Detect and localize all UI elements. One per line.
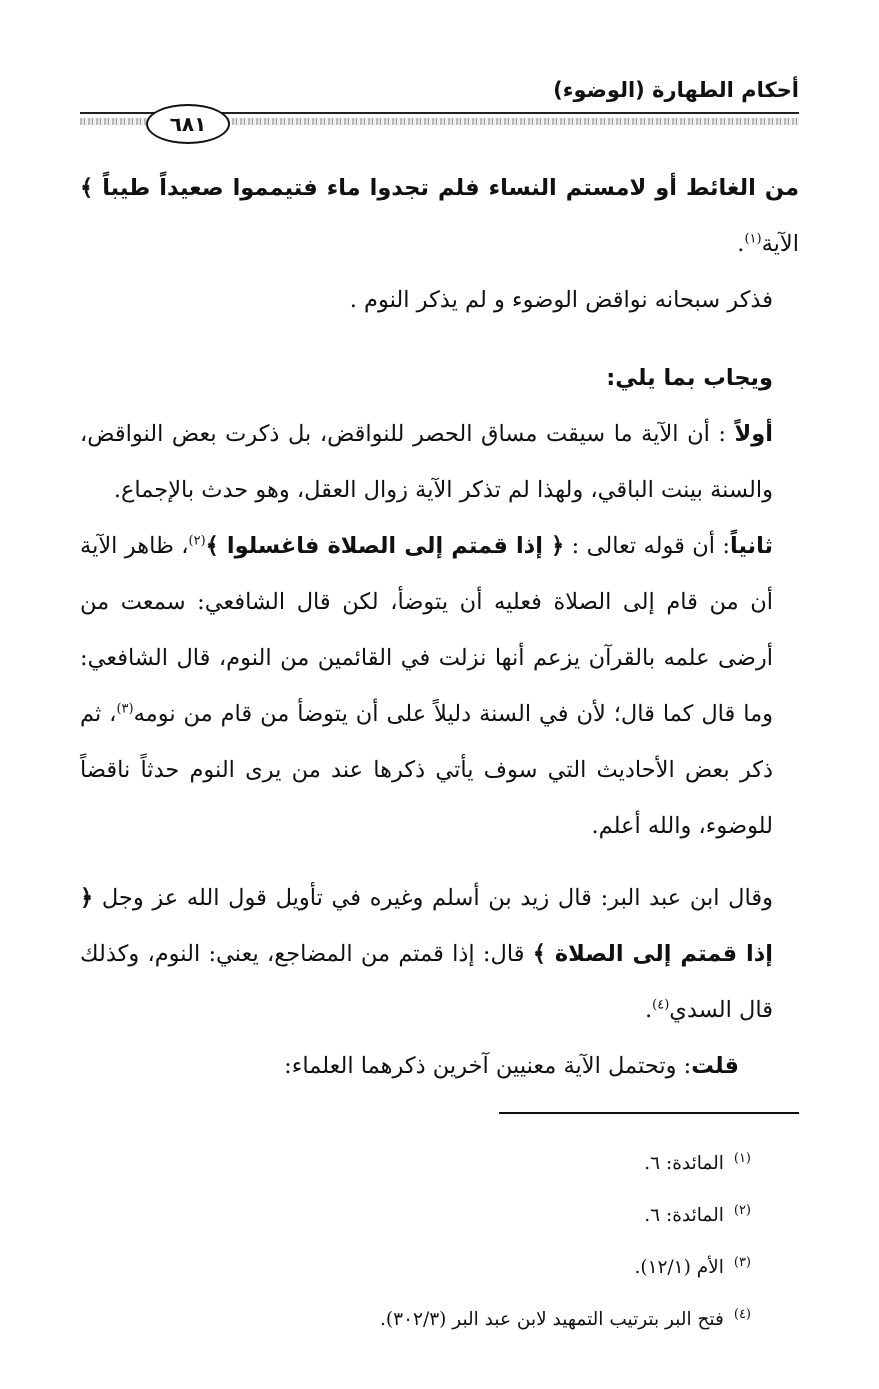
section-heading: ويجاب بما يلي: (606, 365, 773, 391)
quote-text: قال: إذا قمتم من المضاجع، يعني: النوم، وكذلك قال السدي (80, 941, 773, 1023)
conclusion-text: : وتحتمل الآية معنيين آخرين ذكرهما العلماء: (284, 1053, 692, 1079)
page-number-text: ٦٨١ (169, 112, 207, 136)
footnote-3 (80, 1242, 751, 1294)
footnote-text: فتح البر بترتيب التمهيد لابن عبد البر (٣٠٢/٣). (380, 1309, 724, 1330)
footnote-mark: (٣) (733, 1254, 751, 1270)
footnote-separator (499, 1112, 799, 1114)
paragraph-ibn-abd-al-barr (80, 870, 799, 1038)
footnote-text: المائدة: ٦. (644, 1205, 724, 1226)
running-title: أحكام الطهارة (الوضوء) (553, 78, 799, 102)
body-text (80, 160, 799, 1094)
footnote-4 (80, 1294, 751, 1346)
footnote-mark: (٢) (733, 1202, 751, 1218)
footnote-mark: (٤) (733, 1306, 751, 1322)
point-tail-second: ، ثم ذكر بعض الأحاديث التي سوف يأتي ذكرها عند من يرى النوم حدثاً ناقضاً للوضوء، والله أعلم. (80, 701, 773, 839)
footnote-1 (80, 1138, 751, 1190)
footnotes (80, 1138, 751, 1346)
footnote-2 (80, 1190, 751, 1242)
spacer (80, 854, 799, 870)
footnote-ref-2: (٢) (188, 533, 206, 549)
footnote-ref-3: (٣) (116, 701, 134, 717)
quoted-verse: ﴿ إذا قمتم إلى الصلاة فاغسلوا ﴾ (205, 533, 565, 559)
footnote-ref-1: (١) (744, 231, 762, 247)
conclusion-label: قلت (691, 1053, 739, 1079)
quote-end: . (644, 997, 653, 1023)
footnote-text: الأم (١٢/١). (634, 1257, 724, 1278)
verse-end: . (737, 231, 745, 257)
paragraph-first-point (80, 406, 799, 518)
paragraph-verse-continuation (80, 160, 799, 272)
verse-suffix: الآية (761, 231, 799, 257)
footnote-mark: (١) (733, 1150, 751, 1166)
footnote-ref-4: (٤) (652, 997, 670, 1013)
point-text-first: : أن الآية ما سيقت مساق الحصر للنواقض، بل ذكرت بعض النواقض، والسنة بينت الباقي، ولهذا لم تذكر الآية زوال العقل، وهو حدث بالإجماع. (80, 421, 773, 503)
footnote-text: المائدة: ٦. (644, 1153, 724, 1174)
page-number (146, 104, 230, 144)
point-label-first: أولاً (734, 421, 773, 447)
quote-lead: وقال ابن عبد البر: قال زيد بن أسلم وغيره في تأويل قول الله عز وجل (93, 885, 773, 911)
quoted-verse-2: ﴿ إذا قمتم إلى الصلاة ﴾ (80, 885, 773, 967)
point-label-second: ثانياً (730, 533, 773, 559)
paragraph-summary: فذكر سبحانه نواقض الوضوء و لم يذكر النوم . (349, 287, 773, 313)
spacer (80, 328, 799, 350)
point-text-second: ، ظاهر الآية أن من قام إلى الصلاة فعليه أن يتوضأ، لكن قال الشافعي: سمعت من أرضى علمه بالقرآن يزعم أنها نزلت في القائمين من النوم، قال الشافعي: وما قال كما قال؛ لأن في السنة دليلاً على أن يتوضأ من قام من نومه (80, 533, 773, 727)
verse-text: من الغائط أو لامستم النساء فلم تجدوا ماء فتيمموا صعيداً طيباً ﴾ (80, 175, 799, 201)
paragraph-second-point (80, 518, 799, 854)
point-lead-second: : أن قوله تعالى : (564, 533, 731, 559)
paragraph-conclusion (80, 1038, 799, 1094)
